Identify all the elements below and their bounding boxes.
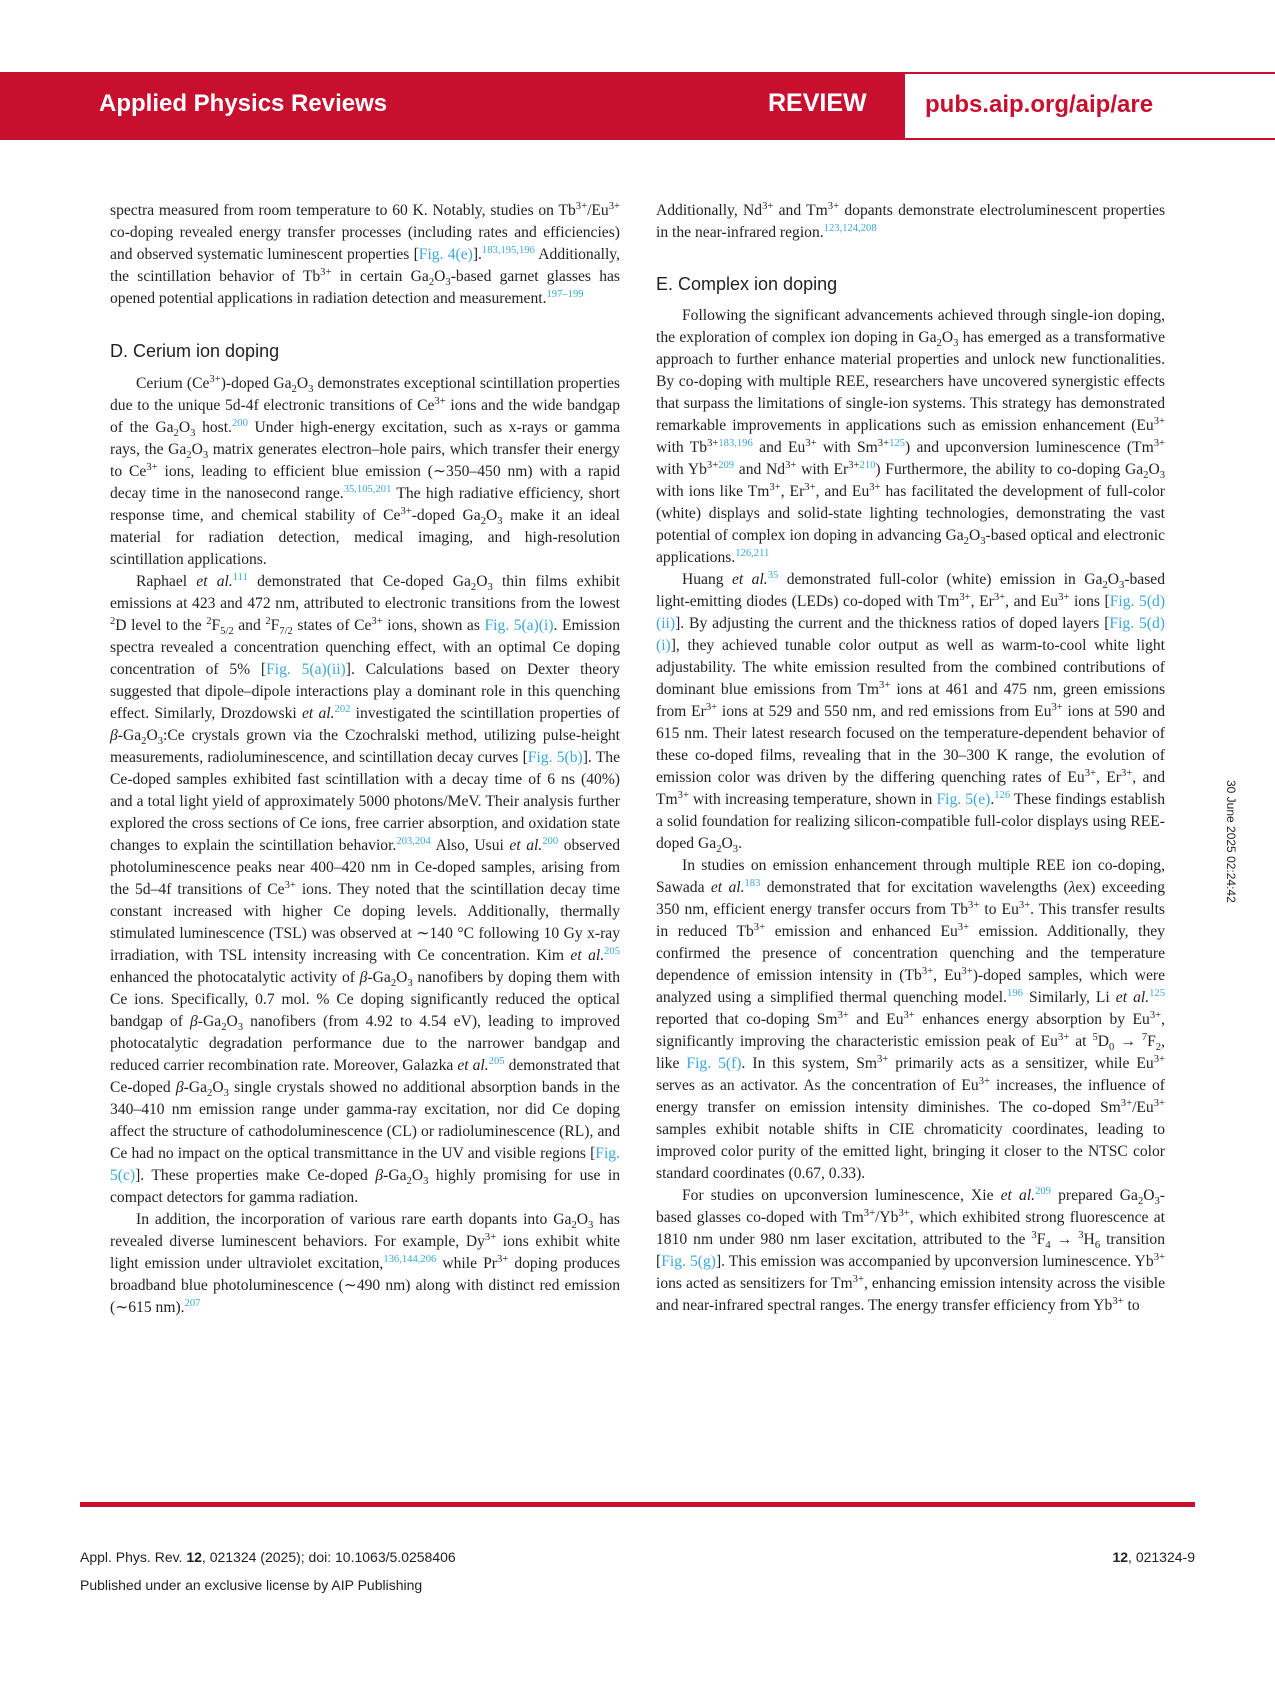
citation-link[interactable]: 35,105,201 bbox=[343, 483, 392, 495]
figure-link[interactable]: Fig. 5(e) bbox=[936, 791, 991, 808]
citation-link[interactable]: 202 bbox=[334, 703, 351, 715]
citation-link[interactable]: 200 bbox=[542, 835, 559, 847]
citation-link[interactable]: 125 bbox=[1149, 987, 1166, 999]
paragraph: For studies on upconversion luminescence, Xie et al.$^{209}$ prepared $Ga_2O_3$-based glasses co-doped with $Tm^{3+}/Yb^{3+}$, which exhibited strong fluorescence at 1810 nm under 980 nm laser excitation, attributed to the $^3F_4 \to ^3H_6$ transition [Fig. 5(g)]. This emission was accompanied by upconversion luminescence. $Yb^{3+}$ ions acted as sensitizers for $Tm^{3+}$, enhancing emission intensity across the visible and near-infrared spectral ranges. The energy transfer efficiency from $Yb^{3+}$ to bbox=[656, 1185, 1165, 1314]
citation-link[interactable]: 35 bbox=[767, 569, 779, 581]
paragraph: Raphael et al.$^{111}$ demonstrated that Ce-doped $Ga_2O_3$ thin films exhibit emissions at 423 and 472 nm, attributed to electronic transitions from the lowest $^2$D level to the $^2F_{5/2}$ and $^2F_{7/2}$ states of $Ce^{3+}$ ions, shown as Fig. 5(a)(i). Emission spectra revealed a concentration quenching effect, with an optimal Ce doping concentration of 5% [Fig. 5(a)(ii)]. Calculations based on Dexter theory suggested that dipole–dipole interactions play a dominant role in this quenching effect. Similarly, Drozdowski et al.$^{202}$ investigated the scintillation properties of $\beta-Ga_2O_3:Ce$ crystals grown via the Czochralski method, utilizing pulse-height measurements, radioluminescence, and scintillation decay curves [Fig. 5(b)]. The Ce-doped samples exhibited fast scintillation with a decay time of 6 ns (40%) and a total light yield of approximately 5000 photons/MeV. Their analysis further explored the cross sections of Ce ions, free carrier absorption, and oxidation state changes to explain the scintillation behavior.$^{203,204}$ Also, Usui et al.$^{200}$ observed photoluminescence peaks near 400–420 nm in Ce-doped samples, arising from the 5d–4f transitions of $Ce^{3+}$ ions. They noted that the scintillation decay time constant increased with higher Ce doping levels. Additionally, thermally stimulated luminescence (TSL) was observed at ∼140 °C following 10 Gy x-ray irradiation, with TSL intensity increasing with Ce concentration. Kim et al.$^{205}$ enhanced the photocatalytic activity of $\beta-Ga_2O_3$ nanofibers by doping them with Ce ions. Specifically, 0.7 mol. % Ce doping significantly reduced the optical bandgap of $\beta-Ga_2O_3$ nanofibers (from 4.92 to 4.54 eV), leading to improved photocatalytic degradation performance due to the narrower bandgap and reduced carrier recombination rate. Moreover, Galazka et al.$^{205}$ demonstrated that Ce-doped $\beta-Ga_2O_3$ single crystals showed no additional absorption bands in the 340–410 nm emission range under gamma-ray excitation, nor did Ce doping affect the structure of cathodoluminescence (CL) or radioluminescence (RL), and Ce had no impact on the optical transmittance in the UV and visible regions [Fig. 5(c)]. These properties make Ce-doped $\beta-Ga_2O_3$ highly promising for use in compact detectors for gamma radiation. bbox=[110, 571, 621, 1206]
figure-link[interactable]: Fig. 5(g) bbox=[661, 1253, 716, 1270]
paragraph: In studies on emission enhancement through multiple REE ion co-doping, Sawada et al.$^{183}$ demonstrated that for excitation wavelengths (λex) exceeding 350 nm, efficient energy transfer occurs from $Tb^{3+}$ to $Eu^{3+}$. This transfer results in reduced $Tb^{3+}$ emission and enhanced $Eu^{3+}$ emission. Additionally, they confirmed the presence of concentration quenching and the temperature dependence of emission intensity in ($Tb^{3+}$, $Eu^{3+}$)-doped samples, which were analyzed using a simplified thermal quenching model.$^{196}$ Similarly, Li et al.$^{125}$ reported that co-doping $Sm^{3+}$ and $Eu^{3+}$ enhances energy absorption by $Eu^{3+}$, significantly improving the characteristic emission peak of $Eu^{3+}$ at $^5D_0 \to ^7F_2$, like Fig. 5(f). In this system, $Sm^{3+}$ primarily acts as a sensitizer, while $Eu^{3+}$ serves as an activator. As the concentration of $Eu^{3+}$ increases, the influence of energy transfer on emission intensity diminishes. The co-doped $Sm^{3+}/Eu^{3+}$ samples exhibit notable shifts in CIE chromaticity coordinates, leading to improved color purity of the emitted light, bringing it closer to the NTSC color standard coordinates (0.67, 0.33). bbox=[656, 857, 1166, 1182]
footer-citation: Appl. Phys. Rev. 12, 021324 (2025); doi: 10.1063/5.0258406 bbox=[80, 1549, 456, 1565]
citation-link[interactable]: 205 bbox=[488, 1055, 505, 1067]
citation-link[interactable]: 200 bbox=[231, 417, 248, 429]
citation-link[interactable]: 205 bbox=[604, 945, 620, 957]
paragraph: spectra measured from room temperature to 60 K. Notably, studies on $Tb^{3+}/Eu^{3+}$ co-doping revealed energy transfer processes (including rates and efficiencies) and observed systematic luminescent properties [Fig. 4(e)].$^{183,195,196}$ Additionally, the scintillation behavior of $Tb^{3+}$ in certain $Ga_2O_3$-based garnet glasses has opened potential applications in radiation detection and measurement.$^{197-199}$ bbox=[110, 200, 620, 307]
citation-link[interactable]: 126,211 bbox=[735, 547, 770, 559]
figure-link[interactable]: Fig. 4(e) bbox=[418, 246, 473, 263]
footer-divider bbox=[80, 1502, 1195, 1507]
journal-title: Applied Physics Reviews bbox=[99, 90, 388, 117]
figure-link[interactable]: Fig. 5(d)(i) bbox=[656, 615, 1165, 654]
page-number: 12, 021324-9 bbox=[1112, 1549, 1195, 1565]
paragraph: Huang et al.$^{35}$ demonstrated full-color (white) emission in $Ga_2O_3$-based light-emitting diodes (LEDs) co-doped with $Tm^{3+}$, $Er^{3+}$, and $Eu^{3+}$ ions [Fig. 5(d)(ii)]. By adjusting the current and the thickness ratios of doped layers [Fig. 5(d)(i)], they achieved tunable color output as well as warm-to-cool white light adjustability. The white emission resulted from the combined contributions of dominant blue emissions from $Tm^{3+}$ ions at 461 and 475 nm, green emissions from $Er^{3+}$ ions at 529 and 550 nm, and red emissions from $Eu^{3+}$ ions at 590 and 615 nm. Their latest research focused on the temperature-dependent behavior of these co-doped films, revealing that in the 30–300 K range, the evolution of emission color was driven by the differing quenching rates of $Eu^{3+}$, $Er^{3+}$, and $Tm^{3+}$ with increasing temperature, shown in Fig. 5(e).$^{126}$ These findings establish a solid foundation for realizing silicon-compatible full-color displays using REE-doped $Ga_2O_3$. bbox=[656, 569, 1166, 856]
citation-link[interactable]: 136,144,206 bbox=[383, 1253, 437, 1265]
citation-link[interactable]: 111 bbox=[232, 571, 248, 583]
footer-license: Published under an exclusive license by AIP Publishing bbox=[80, 1577, 423, 1593]
section-heading: E. Complex ion doping bbox=[656, 274, 838, 294]
citation-link[interactable]: 207 bbox=[184, 1297, 201, 1309]
figure-link[interactable]: Fig. 5(b) bbox=[527, 749, 583, 766]
paragraph: In addition, the incorporation of various rare earth dopants into $Ga_2O_3$ has revealed diverse luminescent behaviors. For example, $Dy^{3+}$ ions exhibit white light emission under ultraviolet excitation,$^{136,144,206}$ while $Pr^{3+}$ doping produces broadband blue photoluminescence (∼490 nm) along with distinct red emission (∼615 nm).$^{207}$ bbox=[110, 1211, 621, 1316]
paragraph: Additionally, $Nd^{3+}$ and $Tm^{3+}$ dopants demonstrate electroluminescent properties in the near-infrared region.$^{123,124,208}$ bbox=[656, 200, 1166, 241]
right-column bbox=[656, 200, 1165, 1317]
figure-link[interactable]: Fig. 5(a)(i) bbox=[484, 617, 554, 634]
figure-link[interactable]: Fig. 5(f) bbox=[686, 1055, 742, 1072]
paragraph: Cerium $(Ce^{3+})$-doped $Ga_2O_3$ demonstrates exceptional scintillation properties due to the unique 5d-4f electronic transitions of $Ce^{3+}$ ions and the wide bandgap of the $Ga_2O_3$ host.$^{200}$ Under high-energy excitation, such as x-rays or gamma rays, the $Ga_2O_3$ matrix generates electron–hole pairs, which transfer their energy to $Ce^{3+}$ ions, leading to efficient blue emission (∼350–450 nm) with a rapid decay time in the nanosecond range.$^{35,105,201}$ The high radiative efficiency, short response time, and chemical stability of $Ce^{3+}$-doped $Ga_2O_3$ make it an ideal material for radiation detection, medical imaging, and high-resolution scintillation applications. bbox=[110, 373, 621, 568]
left-column bbox=[110, 200, 620, 1319]
citation-link[interactable]: 123,124,208 bbox=[823, 222, 877, 234]
journal-url-link[interactable]: pubs.aip.org/aip/are bbox=[925, 91, 1154, 118]
section-heading: D. Cerium ion doping bbox=[110, 341, 280, 361]
figure-link[interactable]: Fig. 5(c) bbox=[110, 1145, 620, 1184]
citation-link[interactable]: 209 bbox=[1035, 1185, 1051, 1197]
figure-link[interactable]: Fig. 5(a)(ii) bbox=[266, 661, 346, 678]
paragraph: Following the significant advancements achieved through single-ion doping, the exploration of complex ion doping in $Ga_2O_3$ has emerged as a transformative approach to further enhance material properties and unlock new functionalities. By co-doping with multiple REE, researchers have uncovered synergistic effects that surpass the limitations of single-ion systems. This strategy has demonstrated remarkable improvements in applications such as emission enhancement ($Eu^{3+}$ with $Tb^{3+183,196}$ and $Eu^{3+}$ with $Sm^{3+125}$) and upconversion luminescence ($Tm^{3+}$ with $Yb^{3+209}$ and $Nd^{3+}$ with $Er^{3+210}$) Furthermore, the ability to co-doping $Ga_2O_3$ with ions like $Tm^{3+}$, $Er^{3+}$, and $Eu^{3+}$ has facilitated the development of full-color (white) displays and solid-state lighting technologies, demonstrating the vast potential of complex ion doping in advancing $Ga_2O_3$-based optical and electronic applications.$^{126,211}$ bbox=[656, 307, 1165, 566]
citation-link[interactable]: 183 bbox=[744, 877, 761, 889]
citation-link[interactable]: 203,204 bbox=[396, 835, 431, 847]
citation-link[interactable]: 183,195,196 bbox=[481, 244, 535, 256]
article-type: REVIEW bbox=[768, 89, 867, 117]
citation-link[interactable]: 126 bbox=[994, 789, 1011, 801]
figure-link[interactable]: Fig. 5(d)(ii) bbox=[656, 593, 1166, 632]
citation-link[interactable]: 197–199 bbox=[546, 288, 584, 300]
download-timestamp: 30 June 2025 02:24:42 bbox=[1224, 780, 1238, 903]
citation-link[interactable]: 196 bbox=[1007, 987, 1023, 999]
